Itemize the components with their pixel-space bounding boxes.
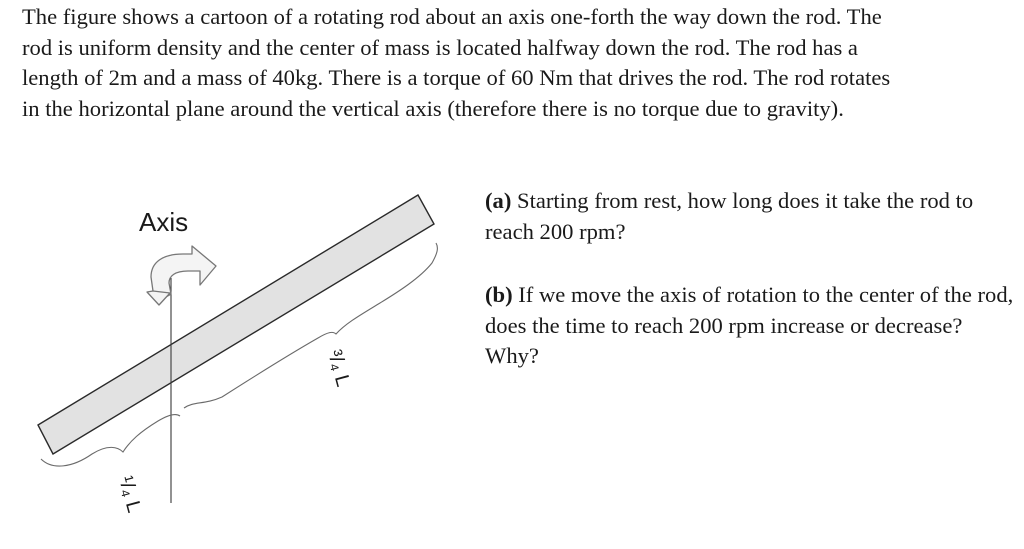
rod xyxy=(38,195,434,454)
three-quarter-length-label: ³/₄ L xyxy=(323,347,355,390)
problem-intro: The figure shows a cartoon of a rotating rod about an axis one-forth the way down the rod. The rod is uniform density and the center of mass is located halfway down the rod. The rod has a length of 2m and a mass of 40kg. There is a torque of 60 Nm that drives the rod. The rod rotates in the horizontal plane around the vertical axis (therefore there is no torque due to gravity). xyxy=(22,4,891,121)
quarter-length-label: ¹/₄ L xyxy=(114,473,146,516)
axis-label: Axis xyxy=(139,207,189,237)
question-b-part-label: (b) xyxy=(485,282,513,307)
rotation-arrow-icon xyxy=(147,246,216,305)
question-a-part-label: (a) xyxy=(485,188,512,213)
question-b xyxy=(485,280,1020,372)
question-a xyxy=(485,186,1020,247)
question-a-text: Starting from rest, how long does it take the rod to reach 200 rpm? xyxy=(485,188,974,244)
rod-figure xyxy=(0,170,470,549)
question-b-text: If we move the axis of rotation to the center of the rod, does the time to reach 200 rpm increase or decrease? Why? xyxy=(485,282,1014,368)
